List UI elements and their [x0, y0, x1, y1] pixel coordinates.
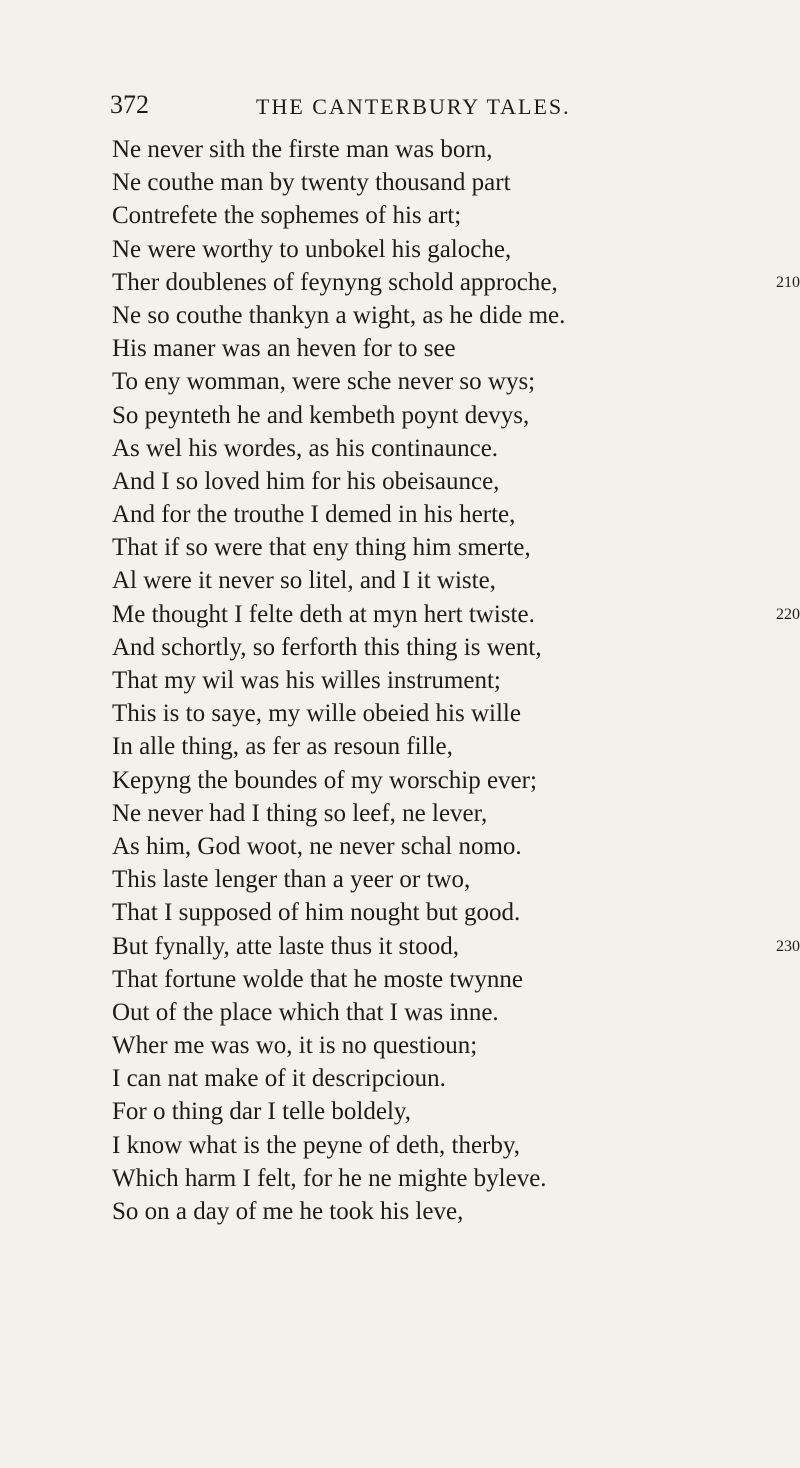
- verse-line: [112, 1162, 752, 1195]
- verse-line: [112, 498, 752, 531]
- verse-text: I know what is the peyne of deth, therby,: [112, 1131, 520, 1159]
- verse-line: [112, 863, 752, 896]
- running-title: THE CANTERBURY TALES.: [256, 94, 571, 119]
- verse-line: [112, 631, 752, 664]
- verse-line: [112, 432, 752, 465]
- line-number: 230: [776, 937, 800, 955]
- verse-line: [112, 564, 752, 597]
- verse-line: [112, 465, 752, 498]
- verse-text: Out of the place which that I was inne.: [112, 998, 499, 1026]
- verse-line: [112, 365, 752, 398]
- verse-text: This laste lenger than a yeer or two,: [112, 866, 471, 894]
- verse-text: As him, God woot, ne never schal nomo.: [112, 832, 522, 860]
- verse-text: So peynteth he and kembeth poynt devys,: [112, 401, 530, 429]
- verse-text: Ther doublenes of feynyng schold approche,: [112, 268, 558, 296]
- verse-line: [112, 299, 752, 332]
- verse-text: And for the trouthe I demed in his herte,: [112, 501, 516, 529]
- verse-line: [112, 531, 752, 564]
- verse-text: Ne were worthy to unbokel his galoche,: [112, 235, 512, 263]
- verse-line: [112, 996, 752, 1029]
- verse-line: [112, 697, 752, 730]
- verse-text: But fynally, atte laste thus it stood,: [112, 932, 459, 960]
- verse-line: [112, 830, 752, 863]
- verse-text: That my wil was his willes instrument;: [112, 667, 501, 694]
- verse-text: Kepyng the boundes of my worschip ever;: [112, 766, 537, 794]
- verse-text: Al were it never so litel, and I it wiste,: [112, 567, 496, 595]
- verse-text: Ne never had I thing so leef, ne lever,: [112, 799, 488, 827]
- verse-text: That if so were that eny thing him smerte,: [112, 534, 531, 562]
- page-number: 372: [110, 90, 149, 119]
- verse-line: [112, 199, 752, 232]
- verse-line: [112, 730, 752, 763]
- verse-line: [112, 598, 800, 631]
- verse-text: That I supposed of him nought but good.: [112, 899, 521, 927]
- verse-text: Me thought I felte deth at myn hert twiste.: [112, 600, 535, 628]
- verse-text: Contrefete the sophemes of his art;: [112, 202, 462, 230]
- verse-text: Which harm I felt, for he ne mighte byleve.: [112, 1164, 547, 1192]
- verse-line: [112, 1195, 752, 1228]
- verse-text: As wel his wordes, as his continaunce.: [112, 434, 499, 462]
- line-number: 220: [776, 605, 800, 623]
- verse-block: [112, 133, 800, 1228]
- verse-text: I can nat make of it descripcioun.: [112, 1065, 446, 1093]
- verse-text: Ne couthe man by twenty thousand part: [112, 169, 511, 197]
- line-number: 210: [776, 273, 800, 291]
- verse-text: That fortune wolde that he moste twynne: [112, 965, 523, 993]
- verse-text: For o thing dar I telle boldely,: [112, 1098, 412, 1126]
- verse-text: In alle thing, as fer as resoun fille,: [112, 733, 453, 761]
- verse-line: [112, 332, 752, 365]
- verse-line: [112, 896, 752, 929]
- verse-line: [112, 133, 752, 166]
- verse-line: [112, 1029, 752, 1062]
- verse-line: [112, 797, 752, 830]
- verse-text: Ne never sith the firste man was born,: [112, 136, 493, 163]
- verse-text: To eny womman, were sche never so wys;: [112, 368, 536, 396]
- verse-line: [112, 1062, 752, 1095]
- verse-line: [112, 930, 800, 963]
- verse-line: [112, 664, 752, 697]
- verse-text: And I so loved him for his obeisaunce,: [112, 467, 500, 495]
- verse-text: Wher me was wo, it is no questioun;: [112, 1032, 478, 1060]
- verse-line: [112, 233, 752, 266]
- page-header: [110, 88, 710, 122]
- verse-text: Ne so couthe thankyn a wight, as he dide me.: [112, 301, 566, 329]
- verse-text: And schortly, so ferforth this thing is went,: [112, 633, 542, 661]
- verse-line: [112, 1129, 752, 1162]
- verse-line: [112, 764, 752, 797]
- verse-text: His maner was an heven for to see: [112, 335, 456, 363]
- verse-line: [112, 963, 752, 996]
- verse-line: [112, 399, 752, 432]
- verse-line: [112, 266, 800, 299]
- verse-text: So on a day of me he took his leve,: [112, 1198, 464, 1225]
- verse-line: [112, 1095, 752, 1128]
- verse-text: This is to saye, my wille obeied his wille: [112, 700, 521, 728]
- verse-line: [112, 166, 752, 199]
